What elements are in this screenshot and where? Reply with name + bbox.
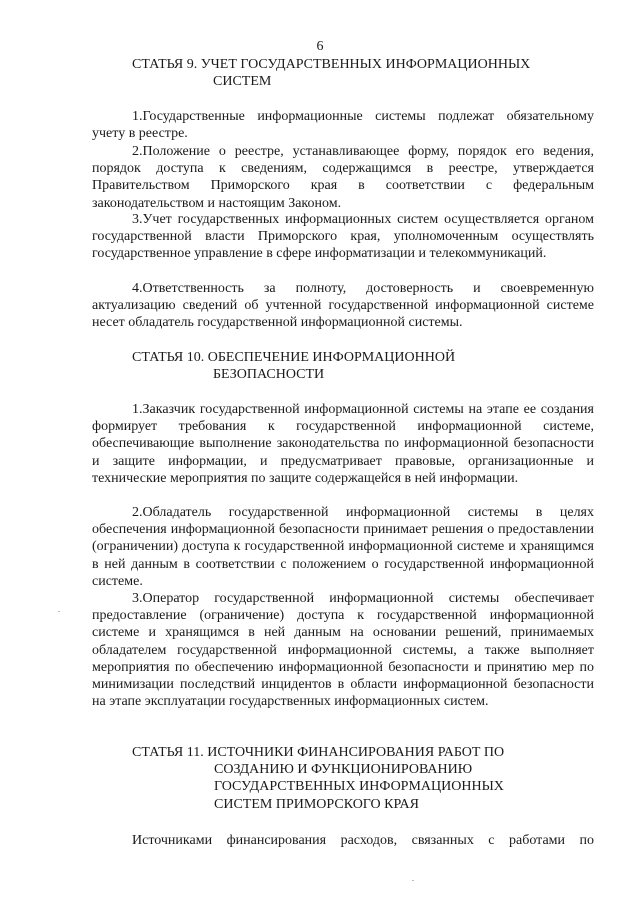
- article-11-paragraph-1: Источниками финансирования расходов, связанных с работами по: [132, 833, 594, 848]
- article-10-paragraph-3: 3.Оператор государственной информационной системы обеспечивает предоставление (ограничение) доступа к государственной информационной системе и хранящимся в ней данным на основании решений, принимаемых обладателем государственной информационной системы, а также выполняет мероприятия по обеспечению информационной безопасности и принятию мер по минимизации последствий инцидентов в области информационной безопасности на этапе эксплуатации государственных информационных систем.: [92, 591, 594, 710]
- article-heading-line: СТАТЬЯ 11. ИСТОЧНИКИ ФИНАНСИРОВАНИЯ РАБОТ ПО: [132, 745, 505, 760]
- article-9-paragraph-2: 2.Положение о реестре, устанавливающее форму, порядок его ведения, порядок доступа к сведениям, содержащимся в реестре, утверждается Правительством Приморского края в соответствии с федеральным законодательством и настоящим Законом.: [92, 144, 594, 211]
- article-9-paragraph-1: 1.Государственные информационные системы подлежат обязательному учету в реестре.: [92, 109, 594, 142]
- article-9-paragraph-3: 3.Учет государственных информационных систем осуществляется органом государственной власти Приморского края, уполномоченным осуществлять государственное управление в сфере информатизации и телекоммуникаций.: [92, 212, 594, 262]
- article-10-paragraph-1: 1.Заказчик государственной информационной системы на этапе ее создания формирует требования к государственной информационной системе, обеспечивающие выполнение законодательства по информационной безопасности и защите информации, и предусматривает правовые, организационные и технические мероприятия по защите содержащейся в ней информации.: [92, 402, 594, 486]
- article-11-heading: [132, 744, 504, 813]
- article-heading-line: ГОСУДАРСТВЕННЫХ ИНФОРМАЦИОННЫХ: [214, 779, 504, 795]
- article-9-paragraph-4: 4.Ответственность за полноту, достоверность и своевременную актуализацию сведений об учтенной государственной информационной системе несет обладатель государственной информационной системы.: [92, 281, 594, 331]
- article-heading-line: СТАТЬЯ 9. УЧЕТ ГОСУДАРСТВЕННЫХ ИНФОРМАЦИОННЫХ: [132, 57, 531, 72]
- article-heading-line: БЕЗОПАСНОСТИ: [213, 367, 325, 383]
- scan-speck: [412, 880, 414, 881]
- article-heading-line: СОЗДАНИЮ И ФУНКЦИОНИРОВАНИЮ: [214, 762, 473, 778]
- article-10-heading: [132, 349, 455, 383]
- page-number: 6: [316, 39, 324, 54]
- article-heading-line: СТАТЬЯ 10. ОБЕСПЕЧЕНИЕ ИНФОРМАЦИОННОЙ: [132, 350, 456, 365]
- article-heading-line: СИСТЕМ ПРИМОРСКОГО КРАЯ: [214, 796, 419, 812]
- scan-speck: [58, 611, 60, 612]
- article-heading-line: СИСТЕМ: [213, 74, 272, 90]
- article-9-heading: [132, 56, 530, 90]
- article-10-paragraph-2: 2.Обладатель государственной информационной системы в целях обеспечения информационной безопасности принимает решения о предоставлении (ограничении) доступа к государственной информационной системе и хранящимся в ней данным в соответствии с положением о государственной информационной системе.: [92, 505, 594, 589]
